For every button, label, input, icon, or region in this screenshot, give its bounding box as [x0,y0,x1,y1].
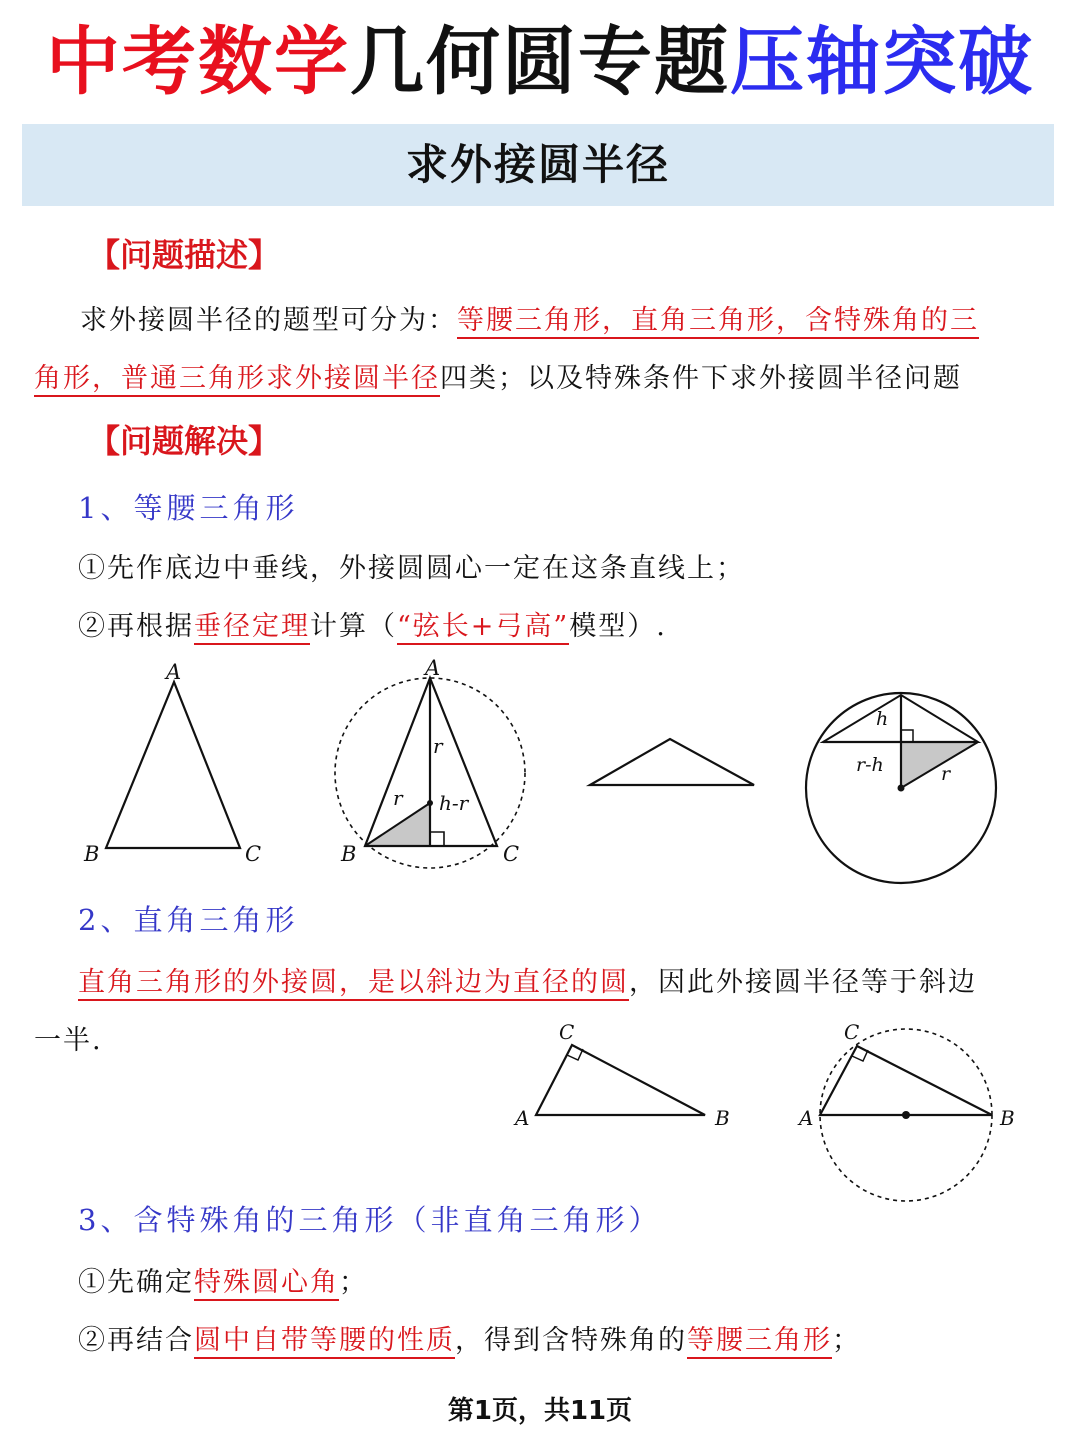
right-angle-mark [430,832,444,846]
label-r-minus-h: r-h [856,754,884,776]
label-c: C [559,1020,575,1044]
label-b: B [84,842,100,866]
section1-heading: 1、等腰三角形 [78,491,299,525]
label-h: h [876,708,889,730]
s3-step1-hl: 特殊圆心角 [194,1267,339,1301]
s3-step2-suffix: ； [832,1325,861,1356]
label-b: B [341,842,357,866]
problem-desc-tag: 【问题描述】 [88,236,281,274]
label-a: A [799,1106,814,1130]
center-point [898,785,905,792]
section3-step2 [78,1318,861,1357]
s3-step2-prefix: ②再结合 [78,1325,194,1356]
desc-line-2 [34,356,962,395]
section2-line-2: 一半. [34,1025,103,1056]
problem-solve-tag: 【问题解决】 [88,422,281,460]
desc-line-1 [80,298,979,337]
title-red: 中考数学 [46,19,350,105]
title-blue: 压轴突破 [730,19,1034,105]
desc-line2-suffix: 四类；以及特殊条件下求外接圆半径问题 [440,363,962,394]
label-c: C [844,1020,860,1044]
s1-step2-mid: 计算（ [310,611,397,642]
page-title [0,14,1080,110]
center-point [902,1111,910,1119]
triangle-abc [106,682,240,848]
label-b: B [1000,1106,1015,1130]
s3-step2-hl2: 等腰三角形 [687,1325,832,1359]
label-a: A [166,660,182,684]
section3-heading: 3、含特殊角的三角形（非直角三角形） [78,1203,662,1237]
label-a: A [425,656,441,680]
s1-step2-hl2: “弦长+弓高” [397,611,569,645]
obtuse-triangle [590,739,754,785]
s3-step2-hl1: 圆中自带等腰的性质 [194,1325,455,1359]
label-h-minus-r: h-r [439,791,469,815]
fig-right-triangle [505,1015,740,1135]
s3-step1-prefix: ①先确定 [78,1267,194,1298]
right-triangle [536,1045,705,1115]
section1-step2 [78,604,667,643]
label-r-vertical: r [433,734,443,758]
topic-banner: 求外接圆半径 [22,124,1054,206]
fig-chord-arc-height [800,685,1005,890]
fig-isosceles-triangle [70,655,290,870]
s3-step2-mid: ，得到含特殊角的 [455,1325,687,1356]
s1-step2-suffix: 模型）. [569,611,667,642]
s2-line1-suffix: ，因此外接圆半径等于斜边 [629,967,977,998]
right-angle-mark [901,730,913,742]
fig-isosceles-circumcircle [325,655,540,885]
fig-right-triangle-circumcircle [795,1015,1030,1210]
page-footer: 第1页，共11页 [447,1396,633,1426]
fig-obtuse-triangle [580,730,765,800]
label-r-slant: r [393,786,403,810]
right-triangle [820,1046,992,1115]
s3-step1-suffix: ； [339,1267,368,1298]
s1-step2-hl1: 垂径定理 [194,611,310,645]
label-r: r [941,763,951,785]
section2-line-1 [78,960,977,999]
desc-line2-highlight: 角形，普通三角形求外接圆半径 [34,363,440,397]
label-c: C [503,842,520,866]
desc-line1-highlight: 等腰三角形，直角三角形，含特殊角的三 [457,305,979,339]
label-c: C [245,842,262,866]
label-b: B [715,1106,730,1130]
center-point [427,800,433,806]
section1-step1: ①先作底边中垂线，外接圆圆心一定在这条直线上； [78,553,745,584]
s2-line1-highlight: 直角三角形的外接圆，是以斜边为直径的圆 [78,967,629,1001]
title-black: 几何圆专题 [350,19,730,105]
s1-step2-prefix: ②再根据 [78,611,194,642]
label-a: A [515,1106,530,1130]
section2-heading: 2、直角三角形 [78,903,299,937]
desc-line1-prefix: 求外接圆半径的题型可分为： [80,305,457,336]
section3-step1 [78,1260,368,1299]
